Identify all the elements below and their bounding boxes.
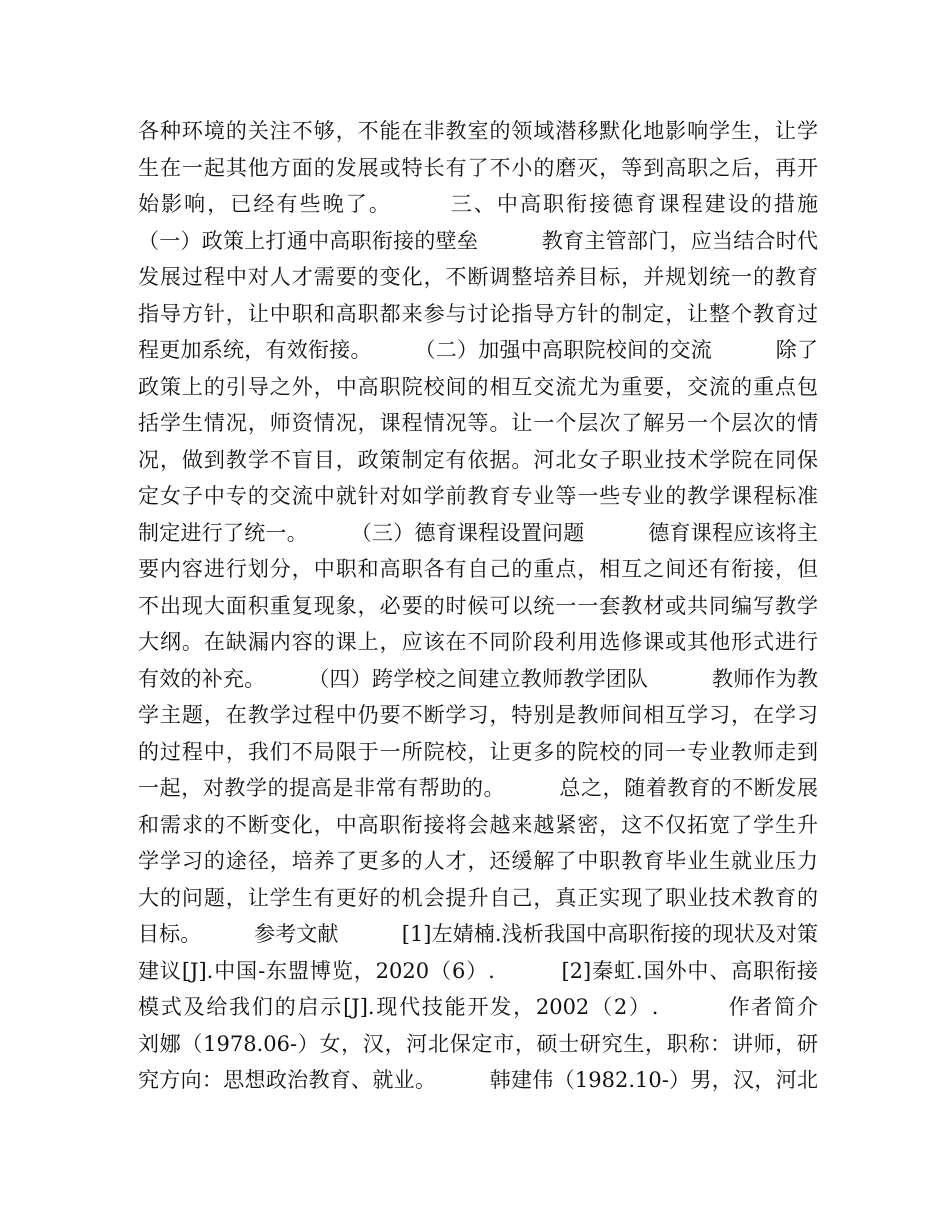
text-line: 定女子中专的交流中就针对如学前教育专业等一些专业的教学课程标准 [138, 484, 818, 508]
text-line: 大纲。在缺漏内容的课上，应该在不同阶段利用选修课或其他形式进行 [138, 630, 818, 654]
text-line: 究方向：思想政治教育、就业。 韩建伟（1982.10-）男，汉，河北 [138, 1068, 818, 1092]
text-line: 的过程中，我们不局限于一所院校，让更多的院校的同一专业教师走到 [138, 739, 818, 764]
text-line: 模式及给我们的启示[J].现代技能开发，2002（2）. 作者简介 [138, 995, 818, 1019]
text-line: 大的问题，让学生有更好的机会提升自己，真正实现了职业技术教育的 [138, 885, 818, 910]
text-line: 不出现大面积重复现象，必要的时候可以统一一套教材或共同编写教学 [138, 593, 818, 618]
text-line: 发展过程中对人才需要的变化，不断调整培养目标，并规划统一的教育 [138, 265, 818, 289]
text-line: 和需求的不断变化，中高职衔接将会越来越紧密，这不仅拓宽了学生升 [138, 812, 818, 837]
text-line: 刘娜（1978.06-）女，汉，河北保定市，硕士研究生，职称：讲师，研 [138, 1031, 818, 1056]
text-line: 目标。 参考文献 [1]左婧楠.浅析我国中高职衔接的现状及对策 [138, 922, 818, 946]
text-line: 一起，对教学的提高是非常有帮助的。 总之，随着教育的不断发展 [138, 776, 818, 800]
text-line: 要内容进行划分，中职和高职各有自己的重点，相互之间还有衔接，但 [138, 557, 818, 581]
text-line: 生在一起其他方面的发展或特长有了不小的磨灭，等到高职之后，再开 [138, 155, 818, 180]
text-line: 括学生情况，师资情况，课程情况等。让一个层次了解另一个层次的情 [138, 411, 818, 435]
text-line: （一）政策上打通中高职衔接的壁垒 教育主管部门，应当结合时代 [138, 228, 818, 253]
text-line: 有效的补充。 （四）跨学校之间建立教师教学团队 教师作为教 [138, 666, 818, 691]
text-line: 指导方针，让中职和高职都来参与讨论指导方针的制定，让整个教育过 [138, 301, 818, 326]
text-line: 各种环境的关注不够，不能在非教室的领域潜移默化地影响学生，让学 [138, 119, 818, 143]
document-body [138, 113, 818, 1099]
text-line: 学学习的途径，培养了更多的人才，还缓解了中职教育毕业生就业压力 [138, 849, 818, 873]
text-line: 始影响，已经有些晚了。 三、中高职衔接德育课程建设的措施 [138, 192, 818, 216]
text-line: 建议[J].中国-东盟博览，2020（6）. [2]秦虹.国外中、高职衔接 [138, 958, 818, 983]
text-line: 程更加系统，有效衔接。 （二）加强中高职院校间的交流 除了 [138, 338, 818, 362]
text-line: 况，做到教学不盲目，政策制定有依据。河北女子职业技术学院在同保 [138, 447, 818, 472]
text-line: 学主题，在教学过程中仍要不断学习，特别是教师间相互学习，在学习 [138, 703, 818, 727]
text-line: 政策上的引导之外，中高职院校间的相互交流尤为重要，交流的重点包 [138, 374, 818, 399]
text-line: 制定进行了统一。 （三）德育课程设置问题 德育课程应该将主 [138, 520, 818, 545]
